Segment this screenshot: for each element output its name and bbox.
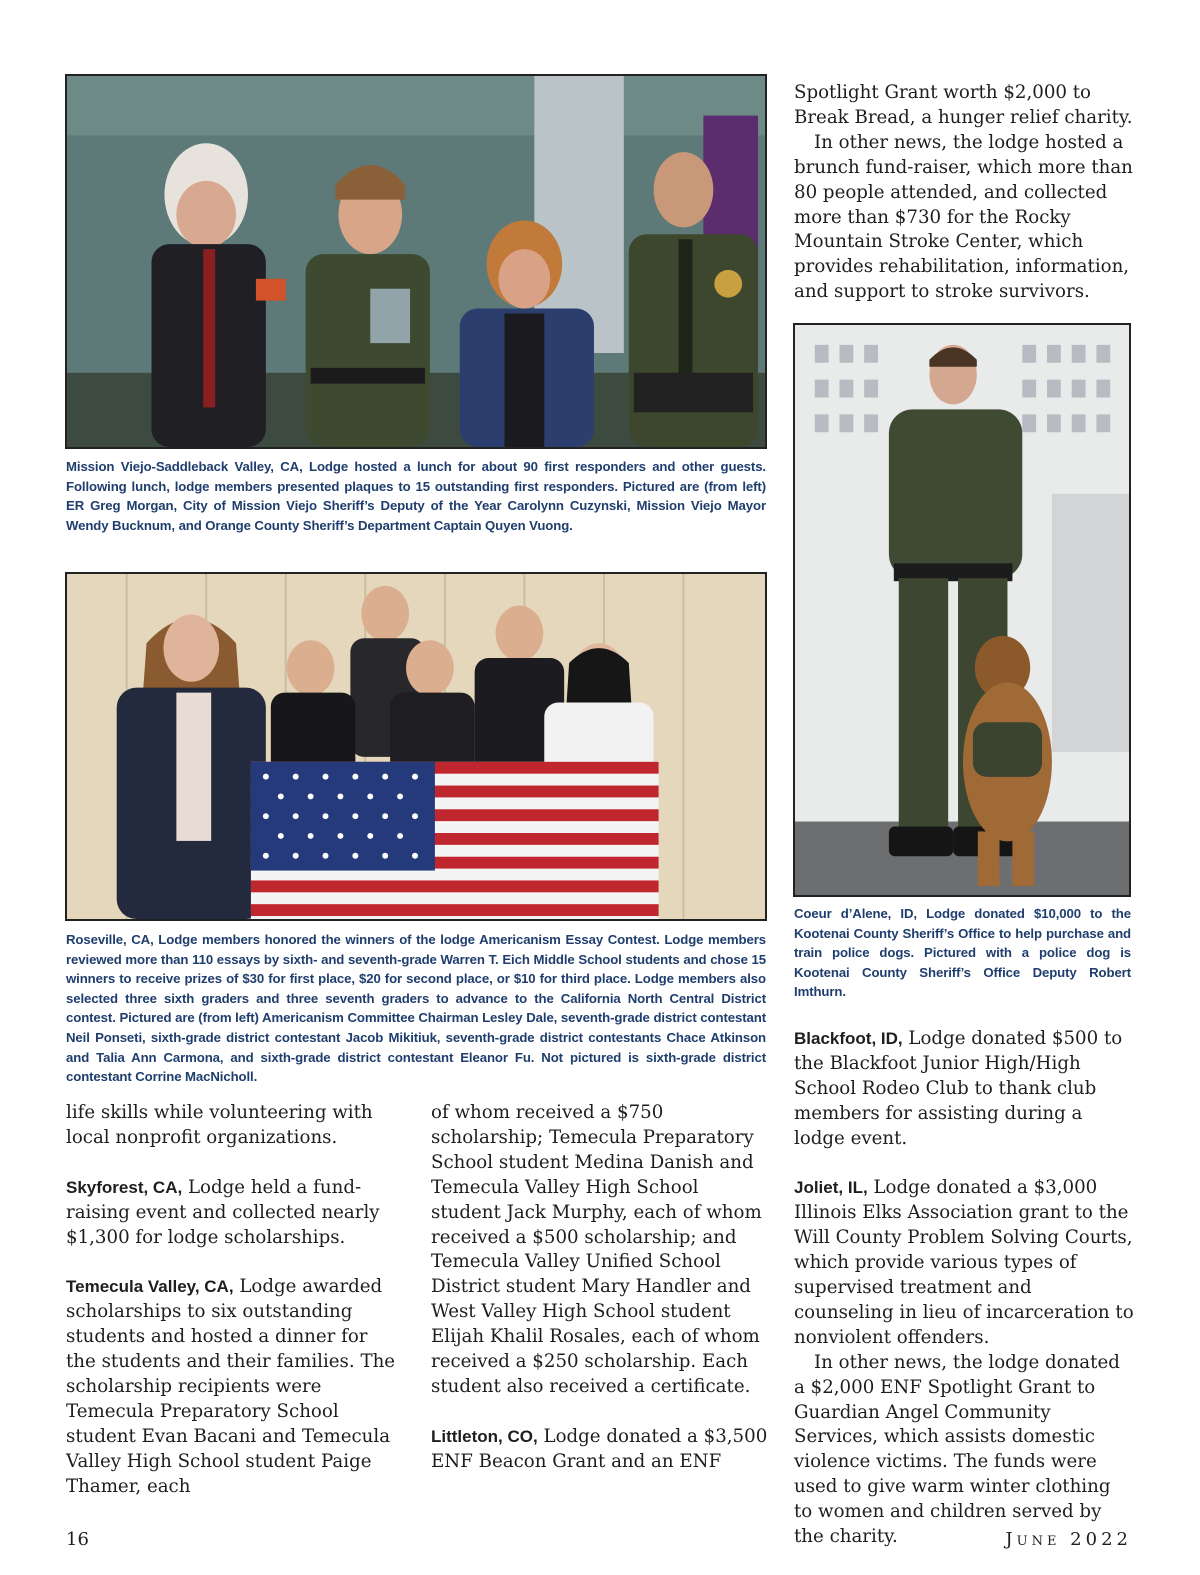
- entry-place: Littleton, CO,: [431, 1426, 538, 1446]
- paragraph: of whom received a $750 scholarship; Temecula Preparatory School student Medina Danish and Temecula Valley High School student Jack Murphy, each of whom received a $500 scholarship; and Temecula Valley Unified School District student Mary Handler and West Valley High School student Elijah Khalil Rosales, each of whom received a $250 scholarship. Each student also received a certificate.: [431, 1102, 762, 1397]
- caption-mission-viejo: [66, 457, 766, 535]
- entry-blackfoot: [794, 1027, 1134, 1152]
- entry-text: Lodge donated a $3,500 ENF Beacon Grant and an ENF: [431, 1425, 768, 1472]
- entry-place: Joliet, IL,: [794, 1178, 868, 1198]
- paragraph: In other news, the lodge hosted a brunch fund-raiser, which more than 80 people attended, and collected more than $730 for the Rocky Mountain Stroke Center, which provides rehabilitation, information, and support to stroke survivors.: [794, 131, 1133, 303]
- entry-joliet: [794, 1176, 1134, 1350]
- page-number: 16: [66, 1529, 89, 1550]
- group-photo-icon: [67, 76, 765, 447]
- caption-place: Roseville, CA,: [66, 932, 154, 947]
- entry-place: Blackfoot, ID,: [794, 1029, 903, 1048]
- photo-roseville: [65, 572, 767, 921]
- entry-littleton: [431, 1425, 771, 1475]
- entry-text: Lodge donated $500 to the Blackfoot Junior High/High School Rodeo Club to thank club members for assisting during a lodge event.: [794, 1028, 1123, 1149]
- article-column-left: [66, 1101, 401, 1499]
- entry-place: Temecula Valley, CA,: [66, 1277, 234, 1297]
- caption-text: Lodge members honored the winners of the lodge Americanism Essay Contest. Lodge members reviewed more than 110 essays by sixth- and seventh-grade Warren T. Eich Middle School students and chose 15 winners to receive prizes of $30 for first place, $20 for second place, or $10 for third place. Lodge members also selected three sixth graders and three seventh graders to advance to the California North Central District contest. Pictured are (from left) Americanism Committee Chairman Lesley Dale, seventh-grade district contestant Neil Ponseti, sixth-grade district contestant Jacob Mikitiuk, seventh-grade district contestants Chace Atkinson and Talia Ann Carmona, and sixth-grade district contestant Eleanor Fu. Not pictured is sixth-grade district contestant Corrine MacNicholl.: [66, 932, 767, 1085]
- entry-skyforest: [66, 1176, 401, 1251]
- issue-date: June 2022: [1005, 1529, 1132, 1550]
- caption-roseville: [66, 930, 766, 1087]
- entry-text: Lodge awarded scholarships to six outstanding students and hosted a dinner for the students and their families. The scholarship recipients were Temecula Preparatory School student Evan Bacani and Temecula Valley High School student Paige Thamer, each: [66, 1276, 396, 1497]
- group-photo-icon: [67, 574, 765, 919]
- article-column-right-bottom: [794, 1027, 1134, 1550]
- caption-place: Coeur d’Alene, ID,: [794, 906, 917, 921]
- entry-text: Lodge donated a $3,000 Illinois Elks Association grant to the Will County Problem Solving Courts, which provide various types of supervised treatment and counseling in lieu of incarceration to nonviolent offenders.: [794, 1177, 1134, 1348]
- article-column-right-top: [794, 81, 1134, 305]
- article-column-middle: [431, 1101, 771, 1475]
- caption-text: Lodge hosted a lunch for about 90 first responders and other guests. Following lunch, lodge members presented plaques to 15 outstanding first responders. Pictured are (from left) ER Greg Morgan, City of Mission Viejo Sheriff’s Deputy of the Year Carolynn Cuzynski, Mission Viejo Mayor Wendy Bucknum, and Orange County Sheriff’s Department Captain Quyen Vuong.: [66, 459, 766, 533]
- paragraph: life skills while volunteering with local nonprofit organizations.: [66, 1102, 373, 1148]
- paragraph: Spotlight Grant worth $2,000 to Break Bread, a hunger relief charity.: [794, 82, 1133, 128]
- entry-temecula: [66, 1275, 401, 1499]
- paragraph: In other news, the lodge donated a $2,000 ENF Spotlight Grant to Guardian Angel Community Services, which assists domestic violence victims. The funds were used to give warm winter clothing to women and children served by the charity.: [794, 1351, 1120, 1548]
- caption-coeur-dalene: [794, 904, 1131, 1002]
- caption-text: Lodge donated $10,000 to the Kootenai County Sheriff’s Office to help purchase and train police dogs. Pictured with a police dog is Kootenai County Sheriff’s Office Deputy Robert Imthurn.: [794, 906, 1131, 1000]
- photo-coeur-dalene: [793, 323, 1131, 897]
- caption-place: Mission Viejo-Saddleback Valley, CA,: [66, 459, 303, 474]
- officer-dog-photo-icon: [795, 325, 1129, 895]
- entry-place: Skyforest, CA,: [66, 1177, 183, 1197]
- entry-text: Lodge held a fund-raising event and collected nearly $1,300 for lodge scholarships.: [66, 1176, 380, 1248]
- photo-mission-viejo: [65, 74, 767, 449]
